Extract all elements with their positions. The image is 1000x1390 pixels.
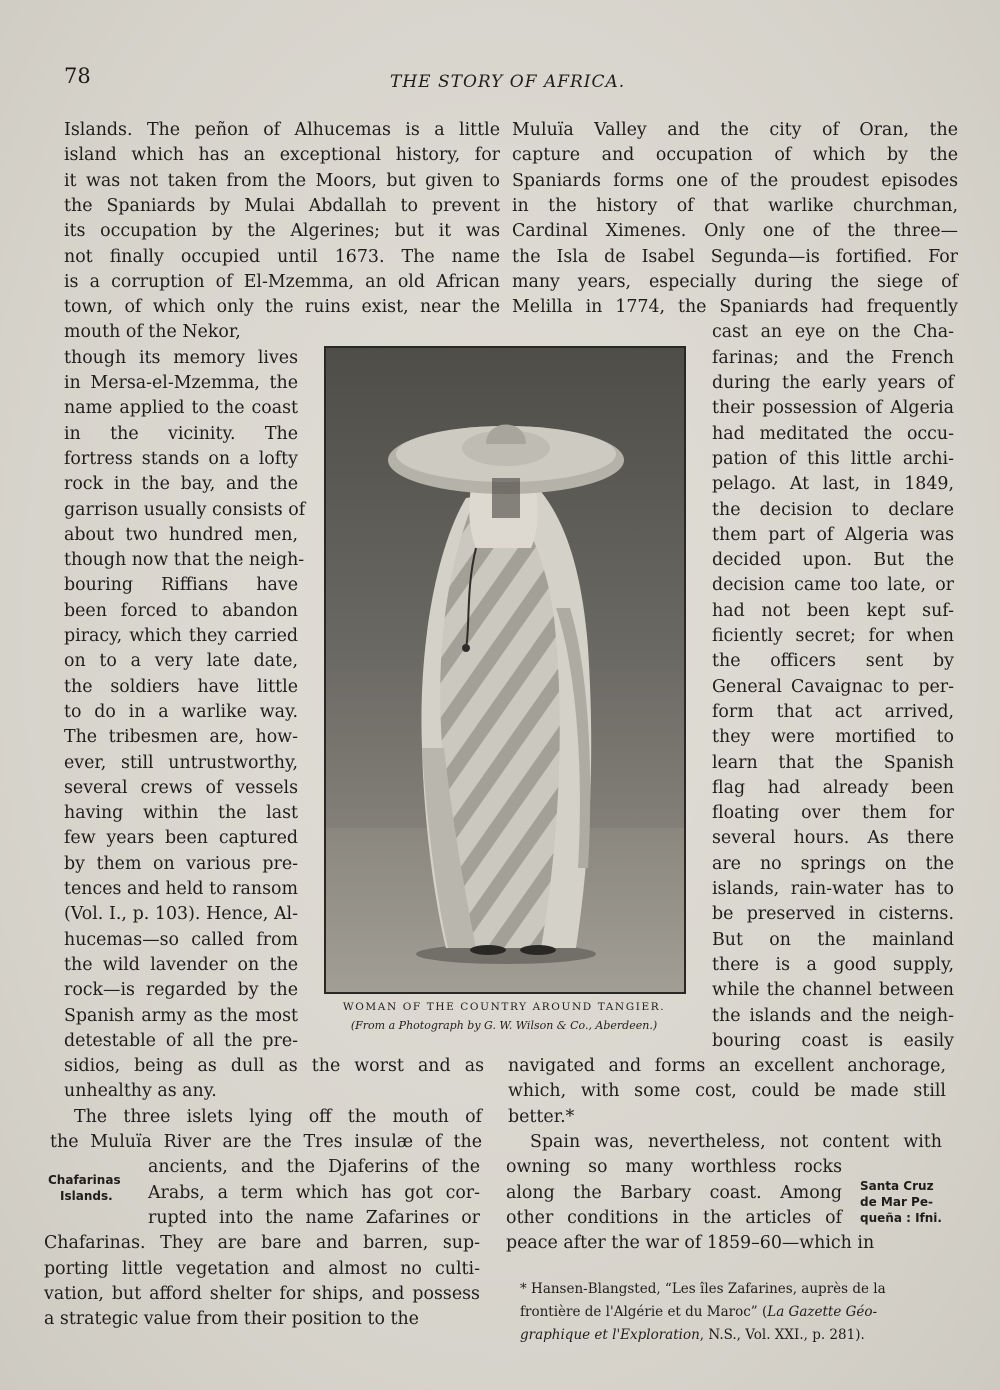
right-column-line: many years, especially during the siege of bbox=[512, 271, 958, 292]
left-column-line: Chafarinas. They are bare and barren, sup- bbox=[44, 1233, 480, 1254]
left-column-line: vation, but afford shelter for ships, and possess bbox=[44, 1283, 480, 1304]
right-column-line: along the Barbary coast. Among bbox=[506, 1182, 842, 1203]
sidenote-line: Santa Cruz bbox=[860, 1179, 934, 1193]
footnote-line-1: * Hansen-Blangsted, “Les îles Zafarines, auprès de la bbox=[520, 1281, 886, 1297]
right-column-line: owning so many worthless rocks bbox=[506, 1157, 842, 1178]
sidenote-line: de Mar Pe- bbox=[860, 1195, 933, 1209]
footnote-line-2 bbox=[520, 1301, 950, 1324]
left-column-line: it was not taken from the Moors, but given to bbox=[64, 170, 500, 191]
photograph-illustration bbox=[326, 348, 684, 992]
right-column-line: ficiently secret; for when bbox=[712, 626, 954, 646]
left-column-line: to do in a warlike way. bbox=[64, 701, 298, 722]
left-column-line: on to a very late date, bbox=[64, 651, 298, 672]
right-column-line: other conditions in the articles of bbox=[506, 1207, 842, 1228]
right-column-line: the islands and the neigh- bbox=[712, 1005, 954, 1026]
left-column-line: The three islets lying off the mouth of bbox=[74, 1106, 482, 1127]
left-column-line: mouth of the Nekor, bbox=[64, 322, 241, 343]
left-column-line: garrison usually consists of bbox=[64, 499, 306, 520]
right-column-line: which, with some cost, could be made still bbox=[508, 1081, 946, 1102]
left-column-line: been forced to abandon bbox=[64, 600, 298, 621]
right-column-line: peace after the war of 1859–60—which in bbox=[506, 1233, 875, 1254]
right-column-line: But on the mainland bbox=[712, 929, 954, 950]
sidenote-chafarinas bbox=[48, 1172, 121, 1204]
right-column-line: are no springs on the bbox=[712, 853, 954, 874]
left-column-line: (Vol. I., p. 103). Hence, Al- bbox=[64, 904, 298, 925]
left-column-line: name applied to the coast bbox=[64, 398, 298, 419]
footnote-title: La Gazette Géo- bbox=[767, 1304, 878, 1320]
left-column-line: rock in the bay, and the bbox=[64, 474, 298, 495]
left-column-line: though its memory lives bbox=[64, 347, 298, 368]
left-column-line: its occupation by the Algerines; but it was bbox=[64, 221, 500, 242]
left-column-line: island which has an exceptional history, for bbox=[64, 145, 500, 166]
left-column-line: a strategic value from their position to the bbox=[44, 1309, 419, 1330]
right-column-line: there is a good supply, bbox=[712, 954, 954, 975]
left-column-line: the soldiers have little bbox=[64, 676, 298, 697]
right-column-line: islands, rain-water has to bbox=[712, 879, 954, 899]
right-column-line: better.* bbox=[508, 1106, 575, 1127]
right-column-line: Spain was, nevertheless, not content with bbox=[530, 1132, 942, 1152]
right-column-line: be preserved in cisterns. bbox=[712, 904, 954, 925]
sidenote-line: Islands. bbox=[60, 1189, 113, 1203]
right-column-line: had meditated the occu- bbox=[712, 423, 954, 444]
left-column-line: Islands. The peñon of Alhucemas is a little bbox=[64, 120, 500, 140]
footnote-title: graphique et l'Exploration bbox=[520, 1327, 700, 1343]
right-column-line: bouring coast is easily bbox=[712, 1030, 954, 1051]
running-head: THE STORY OF AFRICA. bbox=[390, 72, 626, 92]
left-column-line: few years been captured bbox=[64, 828, 298, 849]
sidenote-santa-cruz bbox=[860, 1178, 942, 1226]
right-column-line: the decision to declare bbox=[712, 499, 954, 520]
left-column-line: Arabs, a term which has got cor- bbox=[148, 1182, 480, 1203]
right-column-line: decision came too late, or bbox=[712, 575, 954, 596]
figure-credit: (From a Photograph by G. W. Wilson & Co., Aberdeen.) bbox=[350, 1019, 658, 1032]
footnote bbox=[520, 1278, 950, 1347]
left-column-line: town, of which only the ruins exist, near the bbox=[64, 297, 500, 318]
left-column-line: rupted into the name Zafarines or bbox=[148, 1207, 480, 1228]
right-column-line: Cardinal Ximenes. Only one of the three— bbox=[512, 221, 958, 242]
left-column-line: fortress stands on a lofty bbox=[64, 448, 298, 469]
right-column-line: pation of this little archi- bbox=[712, 448, 954, 469]
right-column-line: cast an eye on the Cha- bbox=[712, 322, 954, 343]
left-column-line: the wild lavender on the bbox=[64, 954, 298, 975]
right-column-line: in the history of that warlike churchman, bbox=[512, 195, 958, 216]
left-column-line: unhealthy as any. bbox=[64, 1081, 217, 1102]
figure-caption: WOMAN OF THE COUNTRY AROUND TANGIER. bbox=[342, 1001, 666, 1013]
footnote-text: frontière de l'Algérie et du Maroc” ( bbox=[520, 1304, 768, 1320]
right-column-line: Muluïa Valley and the city of Oran, the bbox=[512, 120, 958, 140]
right-column-line: the officers sent by bbox=[712, 651, 954, 672]
sidenote-line: queña : Ifni. bbox=[860, 1211, 942, 1225]
left-column-line: is a corruption of El-Mzemma, an old African bbox=[64, 271, 500, 292]
right-column-line: capture and occupation of which by the bbox=[512, 145, 958, 166]
right-column-line: General Cavaignac to per- bbox=[712, 676, 954, 697]
left-column-line: by them on various pre- bbox=[64, 853, 298, 874]
right-column-line: the Isla de Isabel Segunda—is fortified. For bbox=[512, 246, 958, 267]
left-column-line: bouring Riffians have bbox=[64, 575, 298, 596]
right-column-line: flag had already been bbox=[712, 777, 954, 798]
left-column-line: tences and held to ransom bbox=[64, 879, 298, 899]
right-column-line: farinas; and the French bbox=[712, 347, 954, 368]
photograph-woman-tangier bbox=[324, 346, 686, 994]
right-column-line: them part of Algeria was bbox=[712, 524, 954, 545]
left-column-line: rock—is regarded by the bbox=[64, 980, 298, 1001]
left-column-line: hucemas—so called from bbox=[64, 929, 298, 950]
right-column-line: had not been kept suf- bbox=[712, 600, 954, 621]
left-column-line: porting little vegetation and almost no culti- bbox=[44, 1258, 480, 1279]
right-column-line: floating over them for bbox=[712, 803, 954, 824]
right-column-line: while the channel between bbox=[712, 980, 954, 1001]
right-column-line: decided upon. But the bbox=[712, 550, 954, 571]
left-column-line: sidios, being as dull as the worst and as bbox=[64, 1056, 484, 1077]
footnote-text: , N.S., Vol. XXI., p. 281). bbox=[699, 1327, 865, 1343]
right-column-line: navigated and forms an excellent anchorage, bbox=[508, 1056, 946, 1077]
left-column-line: the Muluïa River are the Tres insulæ of the bbox=[50, 1132, 482, 1152]
left-column-line: in Mersa-el-Mzemma, the bbox=[64, 373, 298, 393]
left-column-line: the Spaniards by Mulai Abdallah to prevent bbox=[64, 195, 500, 216]
left-column-line: having within the last bbox=[64, 803, 298, 824]
left-column-line: several crews of vessels bbox=[64, 777, 298, 798]
left-column-line: about two hundred men, bbox=[64, 524, 298, 545]
right-column-line: form that act arrived, bbox=[712, 701, 954, 722]
right-column-line: several hours. As there bbox=[712, 828, 954, 849]
left-column-line: Spanish army as the most bbox=[64, 1005, 298, 1026]
right-column-line: Melilla in 1774, the Spaniards had frequently bbox=[512, 297, 958, 318]
right-column-line: their possession of Algeria bbox=[712, 398, 954, 419]
left-column-line: ever, still untrustworthy, bbox=[64, 752, 298, 773]
right-column-line: learn that the Spanish bbox=[712, 752, 954, 773]
left-column-line: in the vicinity. The bbox=[64, 423, 298, 444]
footnote-line-3 bbox=[520, 1324, 950, 1347]
left-column-line: piracy, which they carried bbox=[64, 626, 298, 646]
left-column-line: though now that the neigh- bbox=[64, 550, 305, 571]
page-number: 78 bbox=[64, 64, 91, 88]
left-column-line: ancients, and the Djaferins of the bbox=[148, 1157, 480, 1178]
left-column-line: not finally occupied until 1673. The name bbox=[64, 246, 500, 267]
right-column-line: pelago. At last, in 1849, bbox=[712, 474, 954, 495]
right-column-line: they were mortified to bbox=[712, 727, 954, 748]
right-column-line: Spaniards forms one of the proudest episodes bbox=[512, 170, 958, 191]
right-column-line: during the early years of bbox=[712, 373, 954, 393]
left-column-line: The tribesmen are, how- bbox=[64, 727, 298, 748]
sidenote-line: Chafarinas bbox=[48, 1173, 121, 1187]
left-column-line: detestable of all the pre- bbox=[64, 1030, 298, 1051]
